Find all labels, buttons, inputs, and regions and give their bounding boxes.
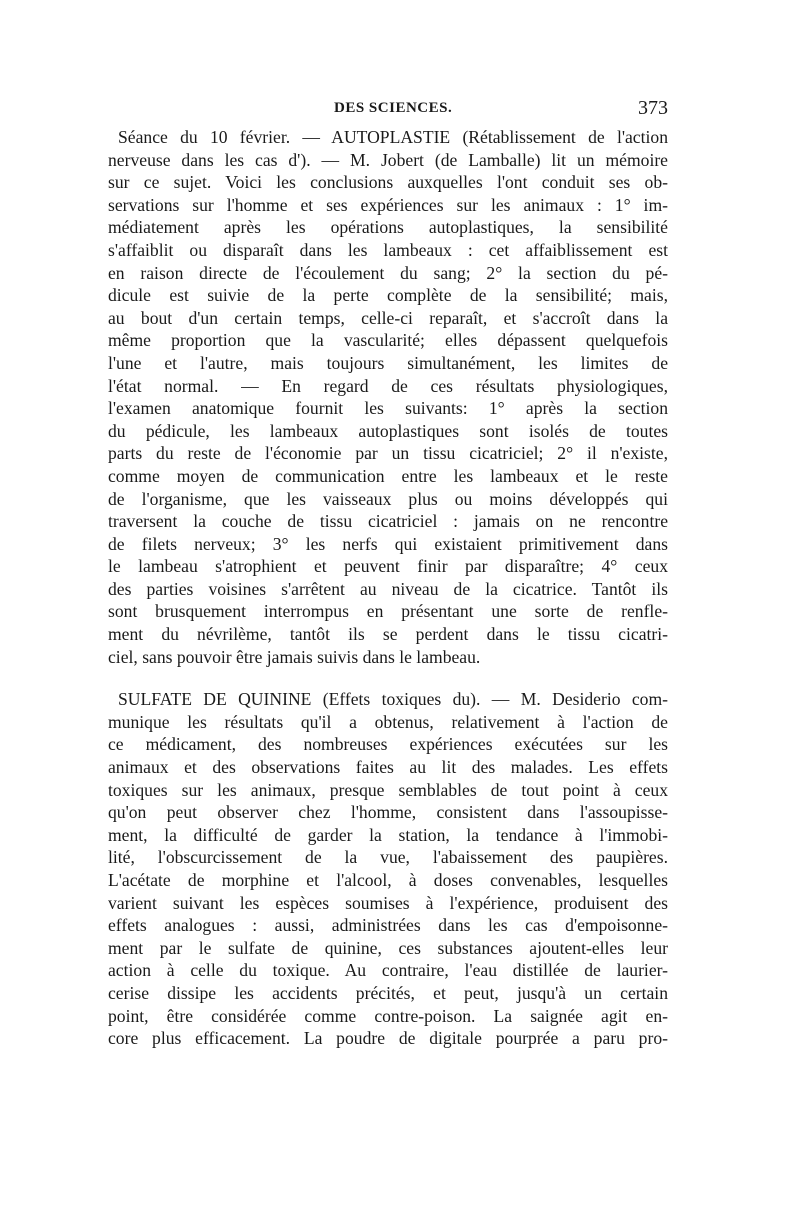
running-title: DES SCIENCES. [334, 100, 453, 116]
text-line: médiatement après les opérations autoplastiques, la sensibilité [108, 217, 668, 238]
text-line: qu'on peut observer chez l'homme, consistent dans l'assoupisse- [108, 802, 668, 823]
text-line: ment du névrilème, tantôt ils se perdent dans le tissu cicatri- [108, 624, 668, 645]
page-number: 373 [638, 97, 668, 119]
text-line: effets analogues : aussi, administrées dans les cas d'empoisonne- [108, 915, 668, 936]
running-head [108, 92, 668, 122]
text-line: SULFATE DE QUININE (Effets toxiques du). — M. Desiderio com- [118, 689, 668, 710]
text-line: action à celle du toxique. Au contraire, l'eau distillée de laurier- [108, 960, 668, 981]
text-line: ment, la difficulté de garder la station, la tendance à l'immobi- [108, 824, 668, 845]
text-line: nerveuse dans les cas d'). — M. Jobert (de Lamballe) lit un mémoire [108, 149, 668, 170]
paragraph-sulfate-de-quinine [108, 688, 668, 1050]
text-line: de filets nerveux; 3° les nerfs qui existaient primitivement dans [108, 533, 668, 554]
text-line: ciel, sans pouvoir être jamais suivis dans le lambeau. [108, 646, 481, 667]
text-line: point, être considérée comme contre-poison. La saignée agit en- [108, 1005, 668, 1026]
text-line: cerise dissipe les accidents précités, et peut, jusqu'à un certain [108, 982, 668, 1003]
paragraph-autoplastie [108, 126, 668, 668]
text-line: de l'organisme, que les vaisseaux plus ou moins développés qui [108, 488, 668, 509]
text-line: dicule est suivie de la perte complète de la sensibilité; mais, [108, 285, 668, 306]
text-line: en raison directe de l'écoulement du sang; 2° la section du pé- [108, 262, 668, 283]
text-line: sont brusquement interrompus en présentant une sorte de renfle- [108, 601, 668, 622]
text-line: toxiques sur les animaux, presque semblables de tout point à ceux [108, 779, 668, 800]
text-line: l'examen anatomique fournit les suivants: 1° après la section [108, 398, 668, 419]
text-line: lité, l'obscurcissement de la vue, l'abaissement des paupières. [108, 847, 668, 868]
text-line: le lambeau s'atrophient et peuvent finir par disparaître; 4° ceux [108, 556, 668, 577]
text-line: sur ce sujet. Voici les conclusions auxquelles l'ont conduit ses ob- [108, 172, 668, 193]
text-line: munique les résultats qu'il a obtenus, relativement à l'action de [108, 711, 668, 732]
text-line: ce médicament, des nombreuses expériences exécutées sur les [108, 734, 668, 755]
text-line: comme moyen de communication entre les lambeaux et le reste [108, 465, 668, 486]
text-line: core plus efficacement. La poudre de digitale pourprée a paru pro- [108, 1028, 668, 1049]
text-line: s'affaiblit ou disparaît dans les lambeaux : cet affaiblissement est [108, 239, 668, 260]
text-line: parts du reste de l'économie par un tissu cicatriciel; 2° il n'existe, [108, 443, 668, 464]
text-line: ment par le sulfate de quinine, ces substances ajoutent-elles leur [108, 937, 668, 958]
text-line: varient suivant les espèces soumises à l'expérience, produisent des [108, 892, 668, 913]
text-line: du pédicule, les lambeaux autoplastiques sont isolés de toutes [108, 420, 668, 441]
text-line: des parties voisines s'arrêtent au niveau de la cicatrice. Tantôt ils [108, 578, 668, 599]
text-line: servations sur l'homme et ses expériences sur les animaux : 1° im- [108, 194, 668, 215]
text-line: l'une et l'autre, mais toujours simultanément, les limites de [108, 352, 668, 373]
text-line: l'état normal. — En regard de ces résultats physiologiques, [108, 375, 668, 396]
text-line: Séance du 10 février. — AUTOPLASTIE (Rétablissement de l'action [118, 127, 668, 147]
text-line: L'acétate de morphine et l'alcool, à doses convenables, lesquelles [108, 870, 668, 890]
text-line: même proportion que la vascularité; elles dépassent quelquefois [108, 330, 668, 351]
text-line: animaux et des observations faites au lit des malades. Les effets [108, 757, 668, 778]
text-line: traversent la couche de tissu cicatriciel : jamais on ne rencontre [108, 511, 668, 532]
text-line: au bout d'un certain temps, celle-ci reparaît, et s'accroît dans la [108, 307, 668, 328]
page [108, 92, 668, 1050]
